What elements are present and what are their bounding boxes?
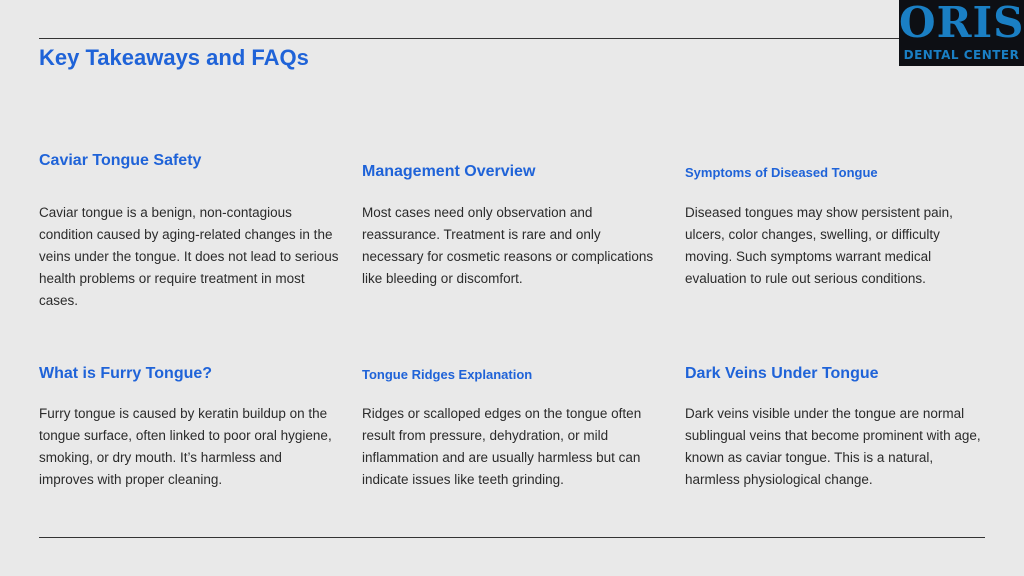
page-title: Key Takeaways and FAQs <box>39 45 309 70</box>
card-body: Diseased tongues may show persistent pain, ulcers, color changes, swelling, or difficulty moving. Such symptoms warrant medical evaluation to rule out serious conditions. <box>685 205 953 286</box>
card-body: Dark veins visible under the tongue are normal sublingual veins that become prominent with age, known as caviar tongue. This is a natural, harmless physiological change. <box>685 406 981 487</box>
card-title: Symptoms of Diseased Tongue <box>685 165 878 180</box>
top-divider <box>39 38 899 39</box>
card-body: Furry tongue is caused by keratin buildup on the tongue surface, often linked to poor oral hygiene, smoking, or dry mouth. It’s harmless and improves with proper cleaning. <box>39 406 332 487</box>
card-title: Management Overview <box>362 163 536 180</box>
oris-dental-logo <box>899 0 1024 66</box>
card-body: Caviar tongue is a benign, non-contagious condition caused by aging-related changes in the veins under the tongue. It does not lead to serious health problems or require treatment in most cases. <box>39 205 339 308</box>
logo-wordmark: ORIS <box>899 0 1024 47</box>
card-title: What is Furry Tongue? <box>39 365 213 382</box>
card-body: Most cases need only observation and reassurance. Treatment is rare and only necessary for cosmetic reasons or complications like bleeding or discomfort. <box>362 205 654 286</box>
bottom-divider <box>39 537 985 538</box>
card-body: Ridges or scalloped edges on the tongue often result from pressure, dehydration, or mild inflammation and are usually harmless but can indicate issues like teeth grinding. <box>362 406 642 487</box>
card-title: Tongue Ridges Explanation <box>362 367 533 382</box>
card-title: Caviar Tongue Safety <box>39 152 202 169</box>
card-title: Dark Veins Under Tongue <box>685 365 879 382</box>
logo-subtitle: DENTAL CENTER <box>903 48 1020 62</box>
